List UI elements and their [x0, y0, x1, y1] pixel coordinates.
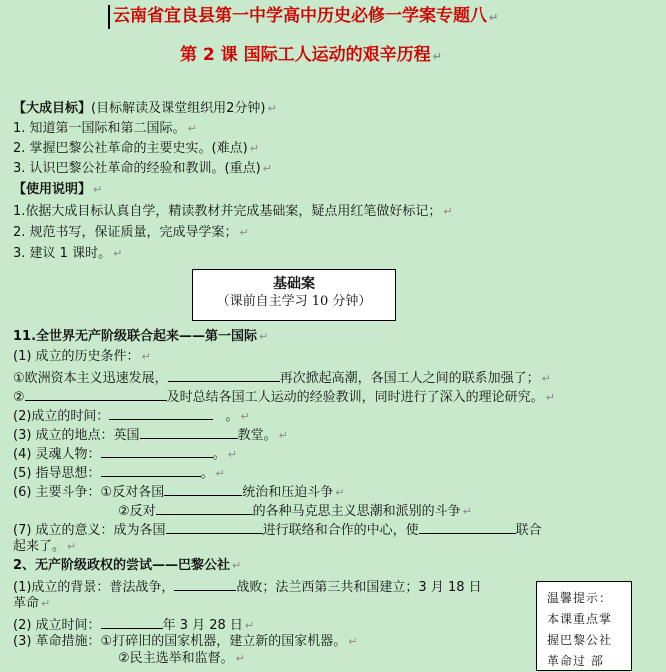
section1-q5: (5) 指导思想： 。 ↵	[13, 462, 225, 483]
answer-blank[interactable]	[101, 614, 163, 629]
section2-q2: (2) 成立时间： 年 3 月 28 日 ↵	[13, 614, 254, 635]
paragraph-mark-icon: ↵	[232, 559, 242, 572]
usage-heading: 【使用说明】 ↵	[13, 182, 103, 197]
paragraph-mark-icon: ↵	[259, 330, 269, 343]
section1-heading: 11.全世界无产阶级联合起来——第一国际 ↵	[13, 329, 269, 344]
paragraph-mark-icon: ↵	[348, 635, 358, 648]
tip-line: 本课重点掌	[547, 612, 613, 626]
goal-item: 2. 掌握巴黎公社革命的主要史实。(难点) ↵	[13, 141, 259, 156]
answer-blank[interactable]	[101, 443, 213, 458]
paragraph-mark-icon: ↵	[335, 486, 345, 499]
paragraph-mark-icon: ↵	[113, 247, 123, 260]
usage-item: 2. 规范书写，保证质量，完成导学案； ↵	[13, 225, 249, 240]
section1-q1a: ①欧洲资本主义迅速发展， 再次掀起高潮，各国工人之间的联系加强了； ↵	[13, 367, 551, 388]
answer-blank[interactable]	[25, 386, 167, 401]
section1-q6b: ②反对 的各种马克思主义思潮和派别的斗争 ↵	[118, 500, 472, 521]
goals-heading: 【大成目标】	[13, 101, 92, 116]
section2-heading: 2、无产阶级政权的尝试——巴黎公社 ↵	[13, 558, 242, 573]
answer-blank[interactable]	[156, 500, 253, 515]
paragraph-mark-icon: ↵	[141, 350, 151, 363]
section1-q4: (4) 灵魂人物： 。 ↵	[13, 443, 237, 464]
paragraph-mark-icon: ↵	[267, 102, 277, 115]
answer-blank[interactable]	[166, 519, 263, 534]
goal-item: 3. 认识巴黎公社革命的经验和教训。(重点) ↵	[13, 161, 272, 176]
paragraph-mark-icon: ↵	[278, 429, 288, 442]
basic-section-box	[192, 269, 396, 321]
section2-q1-cont: 革命 ↵	[13, 596, 51, 611]
goals-heading-line	[13, 100, 277, 118]
answer-blank[interactable]	[140, 424, 238, 439]
answer-blank[interactable]	[164, 481, 242, 496]
section2-q3b: ②民主选举和监督。 ↵	[118, 651, 245, 666]
tip-line: 革命过 部	[547, 654, 604, 668]
section1-q6: (6) 主要斗争：①反对各国 统治和压迫斗争 ↵	[13, 481, 344, 502]
paragraph-mark-icon: ↵	[67, 540, 77, 553]
paragraph-mark-icon: ↵	[489, 11, 499, 24]
section2-q3: (3) 革命措施：①打碎旧的国家机器，建立新的国家机器。 ↵	[13, 634, 358, 649]
paragraph-mark-icon: ↵	[187, 122, 197, 135]
usage-item: 3. 建议 1 课时。 ↵	[13, 246, 123, 261]
section1-q3: (3) 成立的地点：英国 教堂。 ↵	[13, 424, 288, 445]
paragraph-mark-icon: ↵	[41, 597, 51, 610]
section1-q7-cont: 起来了。 ↵	[13, 539, 77, 554]
document-title: 云南省宜良县第一中学高中历史必修一学案专题八 ↵	[108, 5, 498, 29]
section1-q2: (2)成立的时间： 。 ↵	[13, 405, 250, 426]
goals-heading-note: (目标解读及课堂组织用2分钟)	[91, 101, 266, 116]
paragraph-mark-icon: ↵	[244, 619, 255, 632]
answer-blank[interactable]	[101, 462, 201, 477]
section2-q1: (1)成立的背景：普法战争， 战败；法兰西第三共和国建立；3 月 18 日	[13, 576, 482, 597]
section1-q7: (7) 成立的意义：成为各国 进行联络和合作的中心，使 联合	[13, 519, 542, 540]
tip-line: 温馨提示：	[547, 591, 613, 605]
basic-section-title: 基础案	[273, 276, 315, 292]
section1-q1b: ② 及时总结各国工人运动的经验教训，同时进行了深入的理论研究。 ↵	[13, 386, 555, 407]
paragraph-mark-icon: ↵	[462, 505, 472, 518]
paragraph-mark-icon: ↵	[239, 226, 249, 239]
paragraph-mark-icon: ↵	[262, 162, 272, 175]
tip-line: 握巴黎公社	[547, 633, 613, 647]
usage-item: 1.依据大成目标认真自学，精读教材并完成基础案，疑点用红笔做好标记； ↵	[13, 204, 453, 219]
paragraph-mark-icon: ↵	[93, 183, 103, 196]
paragraph-mark-icon: ↵	[443, 205, 453, 218]
answer-blank[interactable]	[419, 519, 516, 534]
paragraph-mark-icon: ↵	[432, 50, 442, 63]
paragraph-mark-icon: ↵	[240, 410, 250, 423]
answer-blank[interactable]	[174, 576, 236, 591]
paragraph-mark-icon: ↵	[545, 391, 555, 404]
basic-section-subtitle: （课前自主学习 10 分钟）	[216, 294, 372, 309]
paragraph-mark-icon: ↵	[235, 652, 245, 665]
paragraph-mark-icon: ↵	[227, 448, 237, 461]
paragraph-mark-icon: ↵	[541, 372, 551, 385]
answer-blank[interactable]	[168, 367, 280, 382]
tip-box	[536, 581, 632, 671]
lesson-title: 第 2 课 国际工人运动的艰辛历程 ↵	[180, 45, 442, 65]
paragraph-mark-icon: ↵	[215, 467, 225, 480]
paragraph-mark-icon: ↵	[249, 142, 259, 155]
goal-item: 1. 知道第一国际和第二国际。 ↵	[13, 121, 197, 136]
section1-q1: (1) 成立的历史条件： ↵	[13, 349, 151, 364]
answer-blank[interactable]	[109, 405, 213, 420]
